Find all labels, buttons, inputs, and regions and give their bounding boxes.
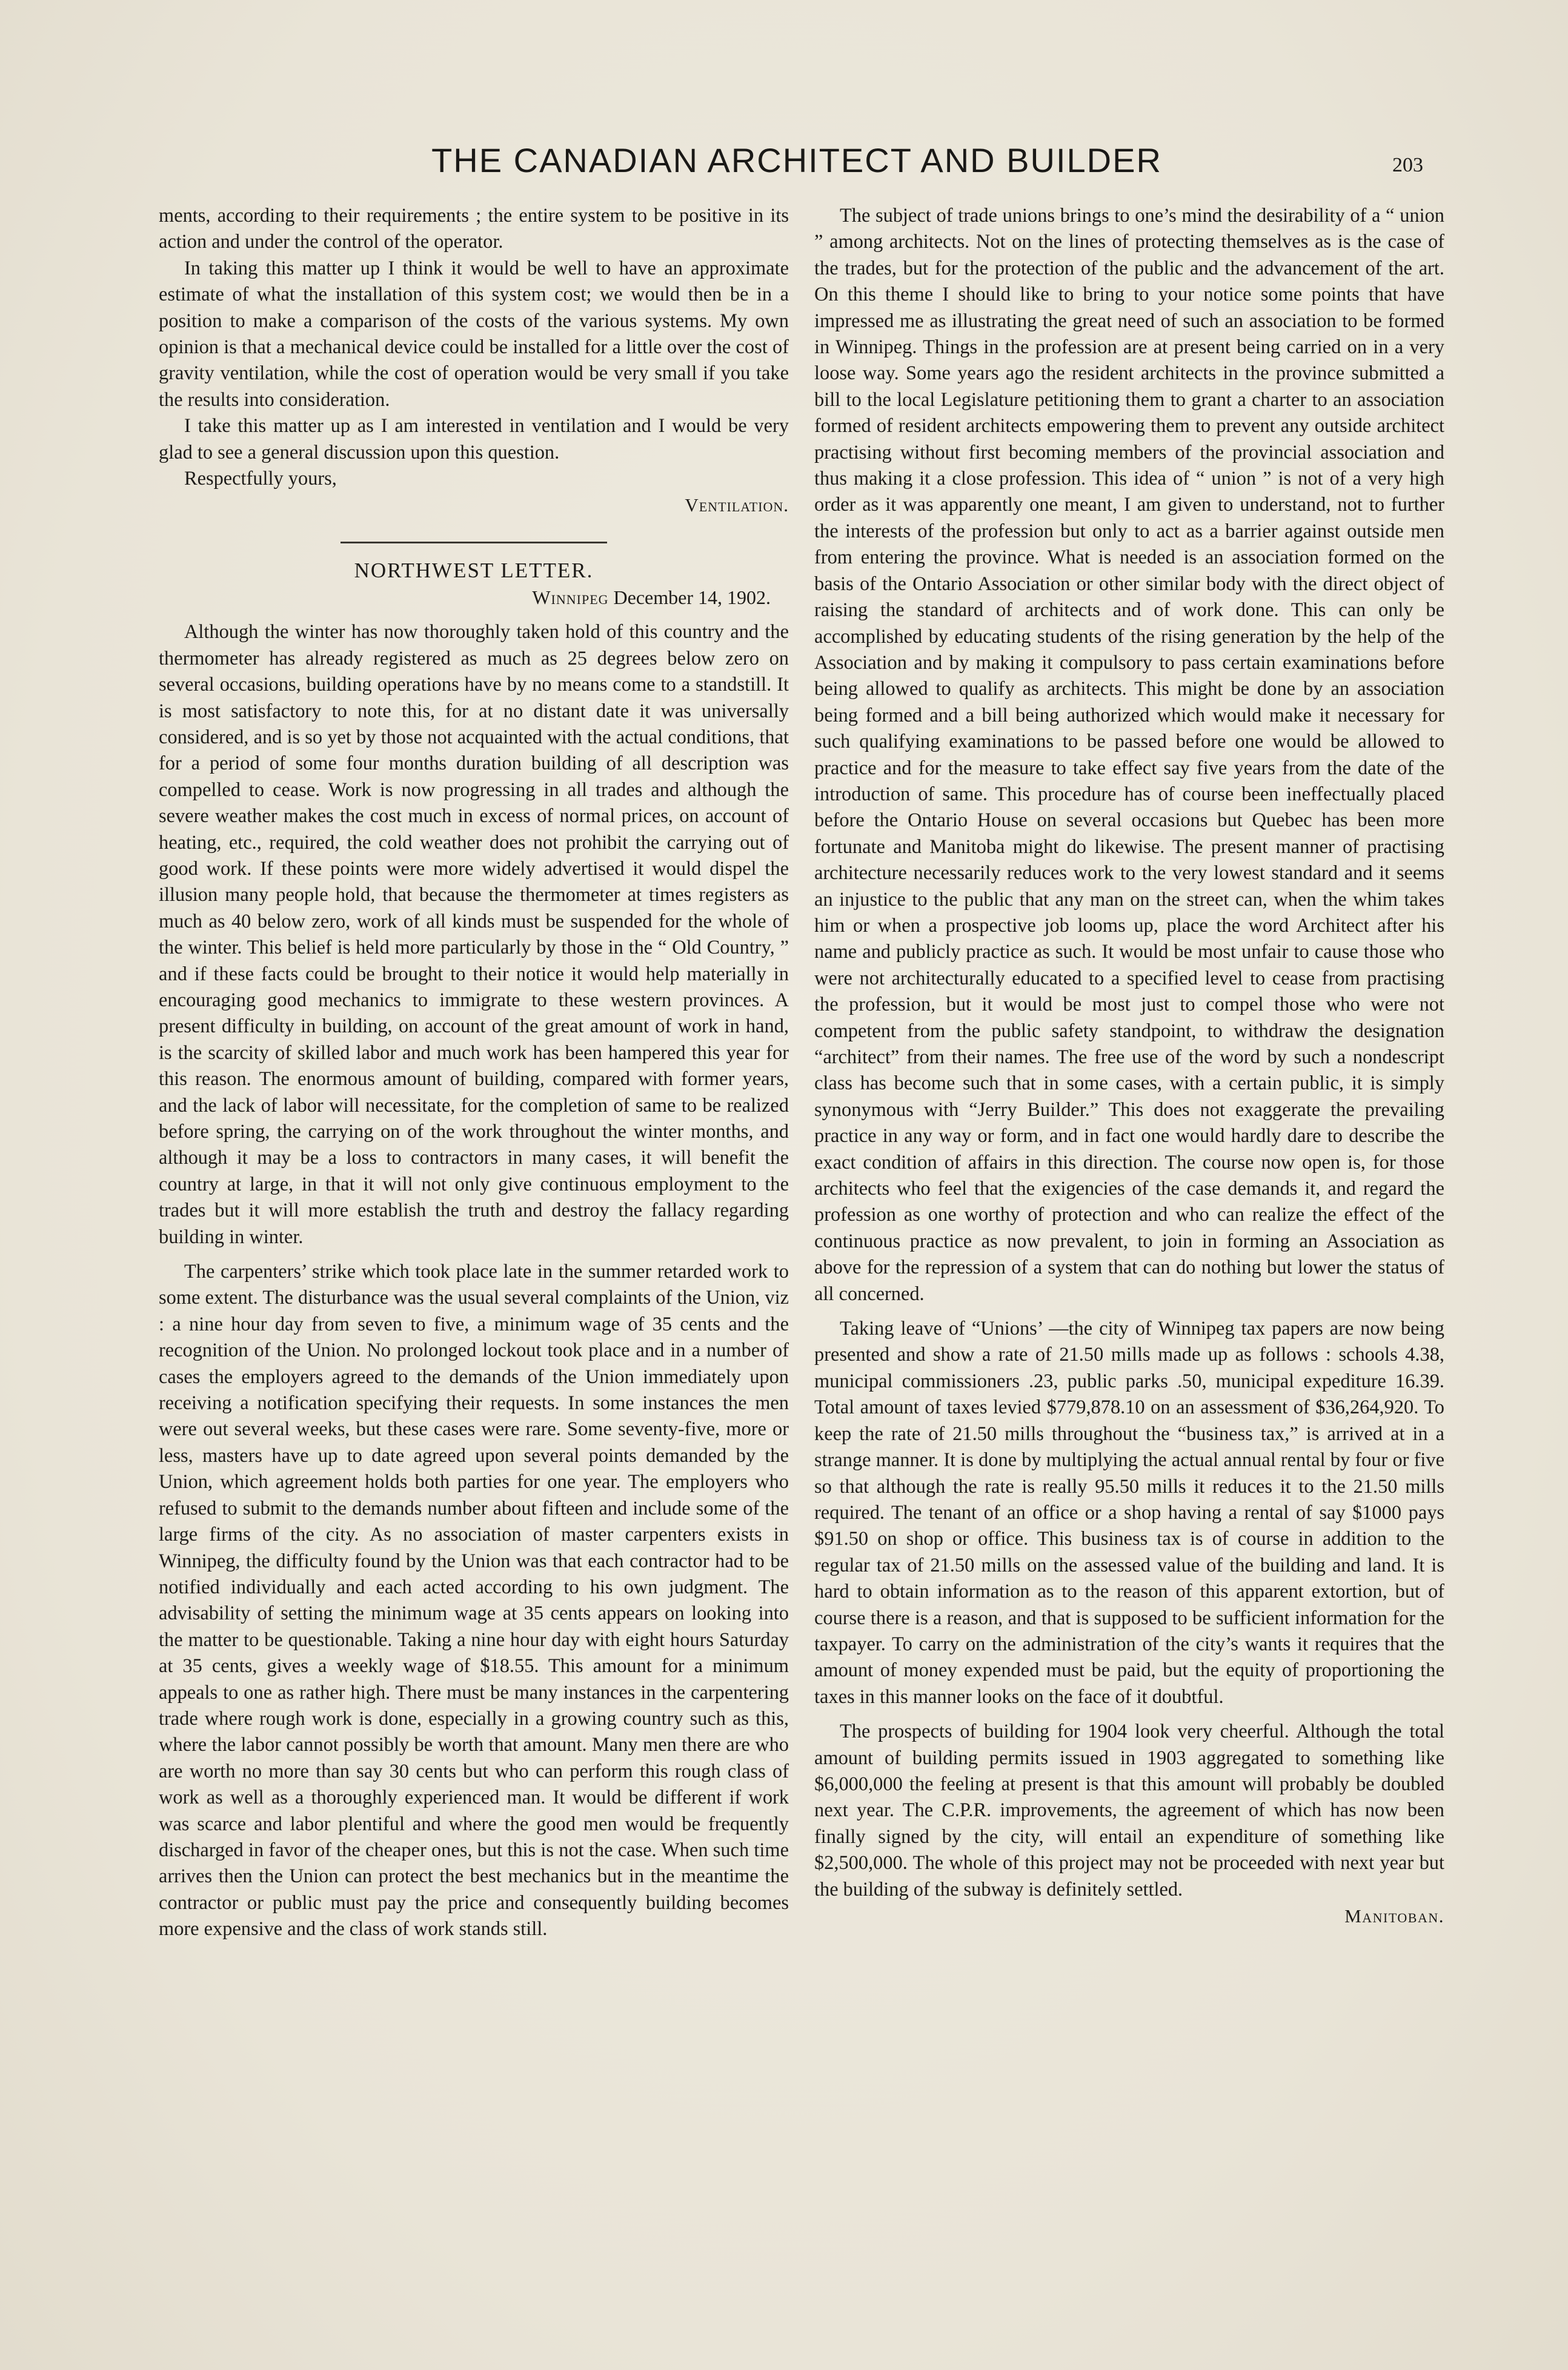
left-column <box>159 203 789 1943</box>
page-number: 203 <box>1392 154 1423 176</box>
journal-title: THE CANADIAN ARCHITECT AND BUILDER <box>431 141 1162 179</box>
letter-paragraph: In taking this matter up I think it would be well to have an approximate estimate of what the installation of this system cost; we would then be in a position to make a comparison of the costs of the various systems. My own opinion is that a mechanical device could be installed for a little over the cost of gravity ventilation, while the cost of operation would be very small if you take the results into consideration. <box>159 257 789 411</box>
article-paragraph: Taking leave of “Unions’ —the city of Winnipeg tax papers are now being presented and show a rate of 21.50 mills made up as follows : schools 4.38, municipal commissioners .23, public parks .50, municipal expediture 16.39. Total amount of taxes levied $779,878.10 on an assessment of $36,264,920. To keep the rate of 21.50 mills throughout the “business tax,” is arrived at in a strange manner. It is done by multiplying the actual annual rental by four or five so that although the rate is really 95.50 mills it reduces it to the 21.50 mills required. The tenant of an office or a shop having a rental of say $1000 pays $91.50 on shop or office. This business tax is of course in addition to the regular tax of 21.50 mills on the assessed value of the building and land. It is hard to obtain information as to the reason of this apparent extortion, but of course there is a reason, and that is supposed to be sufficient information for the taxpayer. To carry on the administration of the city’s wants it requires that the amount of money expended must be paid, but the equity of proportioning the taxes in this manner looks on the face of it doubtful. <box>814 1318 1444 1708</box>
article-paragraph: Although the winter has now thoroughly taken hold of this country and the thermometer has already registered as much as 25 degrees below zero on several occasions, building operations have by no means come to a standstill. It is most satisfactory to note this, for at no distant date it was universally considered, and is so yet by those not acquainted with the actual conditions, that for a period of some four months duration building of all description was compelled to cease. Work is now progressing in all trades and although the severe weather makes the cost much in excess of normal prices, on account of heating, etc., required, the cold weather does not prohibit the carrying out of good work. If these points were more widely advertised it would dispel the illusion many people hold, that because the thermometer at times registers as much as 40 below zero, work of all kinds must be suspended for the whole of the winter. This belief is held more particularly by those in the “ Old Country, ” and if these facts could be brought to their notice it would help materially in encouraging good mechanics to immigrate to these western provinces. A present difficulty in building, on account of the great amount of work in hand, is the scarcity of skilled labor and much work has been hampered this year for this reason. The enormous amount of building, compared with former years, and the lack of labor will necessitate, for the completion of same to be realized before spring, the carrying on of the work throughout the winter months, and although it may be a loss to contractors in many cases, it will benefit the country at large, in that it will not only give continuous employment to the trades but it will more establish the truth and destroy the fallacy regarding building in winter. <box>159 621 789 1248</box>
article-paragraph: The carpenters’ strike which took place late in the summer retarded work to some extent. The disturbance was the usual several complaints of the Union, viz : a nine hour day from seven to five, a minimum wage of 35 cents and the recognition of the Union. No prolonged lockout took place and in a number of cases the employers agreed to the demands of the Union immediately upon receiving a notification specifying their requests. In some instances the men were out several weeks, but these cases were rare. Some seventy-five, more or less, masters have up to date agreed upon several points demanded by the Union, which agreement holds both parties for one year. The employers who refused to submit to the demands number about fifteen and include some of the large firms of the city. As no association of master carpenters exists in Winnipeg, the difficulty found by the Union was that each contractor had to be notified individually and each acted according to his own judgment. The advisability of setting the minimum wage at 35 cents appears on looking into the matter to be questionable. Taking a nine hour day with eight hours Saturday at 35 cents, gives a weekly wage of $18.55. This amount for a minimum appeals to one as rather high. There must be many instances in the carpentering trade where rough work is done, especially in a growing country such as this, where the labor cannot possibly be worth that amount. Many men there are who are worth no more than say 30 cents but who can perform this rough class of work as well as a thoroughly experienced man. It would be different if work was scarce and labor plentiful and where the good men would be frequently discharged in favor of the cheaper ones, but this is not the case. When such time arrives then the Union can protect the best mechanics but in the meantime the contractor or public must pay the price and consequently building becomes more expensive and the class of work stands still. <box>159 1261 789 1940</box>
letter-paragraph: ments, according to their requirements ; the entire system to be positive in its action and under the control of the operator. <box>159 205 789 253</box>
running-head <box>0 141 1568 189</box>
section-divider-rule <box>341 542 607 543</box>
dateline-date: December 14, 1902. <box>613 586 771 608</box>
letter-paragraph: I take this matter up as I am interested in ventilation and I would be very glad to see a general discussion upon this question. <box>159 415 789 463</box>
article-dateline <box>159 585 771 611</box>
article-heading: NORTHWEST LETTER. <box>354 558 594 582</box>
dateline-city: Winnipeg <box>532 586 609 608</box>
right-column <box>814 203 1444 1929</box>
article-paragraph: The prospects of building for 1904 look very cheerful. Although the total amount of building permits issued in 1903 aggregated to something like $6,000,000 the feeling at present is that this amount will probably be doubled next year. The C.P.R. improvements, the agreement of which has now been finally signed by the city, will entail an expenditure of something like $2,500,000. The whole of this project may not be proceeded with next year but the building of the subway is definitely settled. <box>814 1721 1444 1900</box>
article-signature: Manitoban. <box>1344 1905 1444 1927</box>
article-paragraph: The subject of trade unions brings to one’s mind the desirability of a “ union ” among architects. Not on the lines of protecting themselves as is the case of the trades, but for the protection of the public and the advancement of the art. On this theme I should like to bring to your notice some points that have impressed me as illustrating the great need of such an association to be formed in Winnipeg. Things in the profession are at present being carried on in a very loose way. Some years ago the resident architects in the province submitted a bill to the local Legislature petitioning them to grant a charter to an association formed of resident architects empowering them to prevent any outside architect practising without first becoming members of the provincial association and thus making it a close profession. This idea of “ union ” is not of a very high order as it was apparently one meant, I am given to understand, not to further the interests of the profession but only to act as a barrier against outside men from entering the province. What is needed is an association formed on the basis of the Ontario Association or other similar body with the direct object of raising the standard of architects and of work done. This can only be accomplished by educating students of the rising generation by the help of the Association and by making it compulsory to pass certain examinations before being allowed to qualify as architects. This might be done by an association being formed and a bill being authorized which would make it necessary for such qualifying examinations to be passed before one would be allowed to practice and for the measure to take effect say five years from the date of the introduction of same. This procedure has of course been ineffectually placed before the Ontario House on several occasions but Quebec has been more fortunate and Manitoba might do likewise. The present manner of practising architecture necessarily reduces work to the very lowest standard and it seems an injustice to the public that any man on the street can, when the whim takes him or when a prospective job looms up, place the word Architect after his name and publicly practice as such. It would be most unfair to cause those who were not architecturally educated to a specified level to cease from practising the profession, but it would be most just to compel those who were not competent from the public safety standpoint, to withdraw the designation “architect” from their names. The free use of the word by such a nondescript class has become such that in some cases, with a certain public, it is simply synonymous with “Jerry Builder.” This does not exaggerate the prevailing practice in any way or form, and in fact one would hardly dare to describe the exact condition of affairs in this direction. The course now open is, for those architects who feel that the exigencies of the case demands it, and regard the profession as one worthy of protection and who can realize the effect of the continuous practice as now prevalent, to join in forming an Association as above for the repression of a system that can do nothing but lower the status of all concerned. <box>814 205 1444 1305</box>
letter-signature: Ventilation. <box>685 494 789 516</box>
letter-closing: Respectfully yours, <box>184 468 337 490</box>
